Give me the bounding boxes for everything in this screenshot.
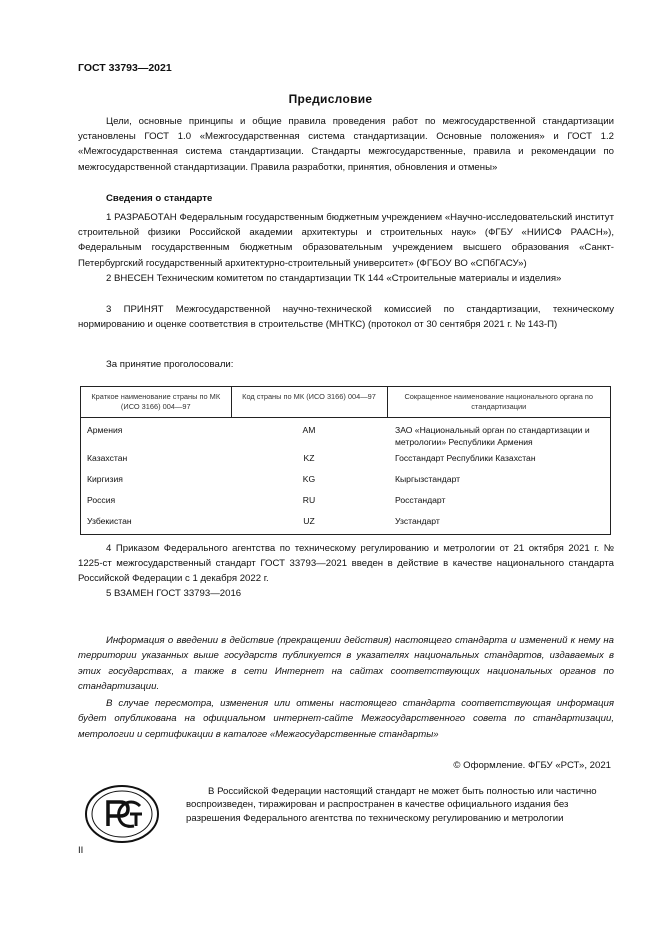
item-order-text: 4 Приказом Федерального агентства по техническому регулированию и метрологии от 21 октября 2021 г. № 1225-ст межгосударственный стандарт ГОСТ 33793—2021 введен в действие в качестве национального стандарта Российской Федерации с 1 декабря 2022 г.: [78, 543, 614, 585]
country-cell: Киргизия: [87, 473, 123, 484]
item-developed-text: 1 РАЗРАБОТАН Федеральным государственным бюджетным учреждением «Научно-исследовательский институт строительной физики Российской академии архитектуры и строительных наук» (ФГБУ «НИИСФ РААСН»), Федеральным государственным бюджетным образовательным учреждением высшего образования «Санкт-Петербургский государственный архитектурно-строительный университет» (ФГБОУ ВО «СПбГАСУ»): [78, 212, 614, 269]
body-cell: Кыргызстандарт: [395, 473, 461, 484]
item-developed: [78, 210, 614, 271]
body-cell: Госстандарт Республики Казахстан: [395, 452, 536, 463]
vote-table: [80, 386, 611, 535]
item-replaces: [78, 586, 614, 601]
country-cell: Узбекистан: [87, 515, 132, 526]
body-cell: ЗАО «Национальный орган по стандартизации и метрологии» Республики Армения: [395, 425, 590, 447]
body-cell: Росстандарт: [395, 494, 446, 505]
code-cell: UZ: [303, 515, 315, 526]
table-row: [81, 418, 611, 452]
page-number: II: [78, 845, 84, 856]
code-cell: KZ: [303, 452, 315, 463]
item-adopted: [78, 302, 614, 332]
info-notice-1-text: Информация о введении в действие (прекращении действия) настоящего стандарта и изменений к нему на территории указанных выше государств публикуется в указателях национальных стандартов, издаваемых в этих государствах, а также в сети Интернет на сайтах соответствующих национальных органов по стандартизации.: [78, 635, 614, 693]
document-code: ГОСТ 33793—2021: [78, 62, 172, 74]
table-row: [81, 473, 611, 494]
header-code: Код страны по МК (ИСО 3166) 004—97: [231, 387, 387, 418]
table-row: [81, 452, 611, 473]
info-notice-2: [78, 696, 614, 742]
item-order: [78, 541, 614, 587]
table-row: [81, 494, 611, 515]
rst-emblem-icon: [84, 784, 160, 844]
item-introduced-text: 2 ВНЕСЕН Техническим комитетом по стандартизации ТК 144 «Строительные материалы и изделия»: [106, 273, 562, 284]
country-cell: Армения: [87, 425, 123, 435]
intro-text: Цели, основные принципы и общие правила проведения работ по межгосударственной стандартизации установлены ГОСТ 1.0 «Межгосударственная система стандартизации. Основные положения» и ГОСТ 1.2 «Межгосударственная система стандартизации. Стандарты межгосударственные, правила и рекомендации по межгосударственной стандартизации. Правила разработки, принятия, обновления и отмены»: [78, 116, 614, 173]
info-notice-2-text: В случае пересмотра, изменения или отмены настоящего стандарта соответствующая информация будет опубликована на официальном интернет-сайте Межгосударственного совета по стандартизации, метрологии и сертификации в каталоге «Межгосударственные стандарты»: [78, 698, 614, 740]
item-adopted-text: 3 ПРИНЯТ Межгосударственной научно-технической комиссией по стандартизации, техническому нормированию и оценке соответствия в строительстве (МНТКС) (протокол от 30 сентября 2021 г. № 143-П): [78, 304, 614, 331]
country-cell: Казахстан: [87, 452, 128, 463]
code-cell: RU: [302, 494, 316, 505]
standard-info-heading: Сведения о стандарте: [106, 193, 213, 204]
code-cell: AM: [302, 425, 316, 435]
body-cell: Узстандарт: [395, 515, 440, 526]
item-introduced: [78, 271, 614, 286]
rst-logo: [84, 784, 160, 844]
page-title: Предисловие: [288, 92, 373, 106]
table-row: [81, 515, 611, 535]
design-copyright: © Оформление. ФГБУ «РСТ», 2021: [453, 760, 611, 771]
intro-paragraph: [78, 114, 614, 175]
item-replaces-text: 5 ВЗАМЕН ГОСТ 33793—2016: [106, 588, 242, 599]
header-country: Краткое наименование страны по МК (ИСО 3166) 004—97: [81, 387, 232, 418]
rights-notice: [186, 785, 618, 825]
code-cell: KG: [302, 473, 316, 484]
vote-table-header: [81, 387, 611, 418]
voted-label: За принятие проголосовали:: [106, 359, 234, 370]
rights-notice-text: В Российской Федерации настоящий стандарт не может быть полностью или частично воспроизведен, тиражирован и распространен в качестве официального издания без разрешения Федерального агентства по техническому регулированию и метрологии: [186, 786, 597, 824]
header-body: Сокращенное наименование национального органа по стандартизации: [387, 387, 611, 418]
info-notice-1: [78, 633, 614, 695]
country-cell: Россия: [87, 494, 116, 505]
